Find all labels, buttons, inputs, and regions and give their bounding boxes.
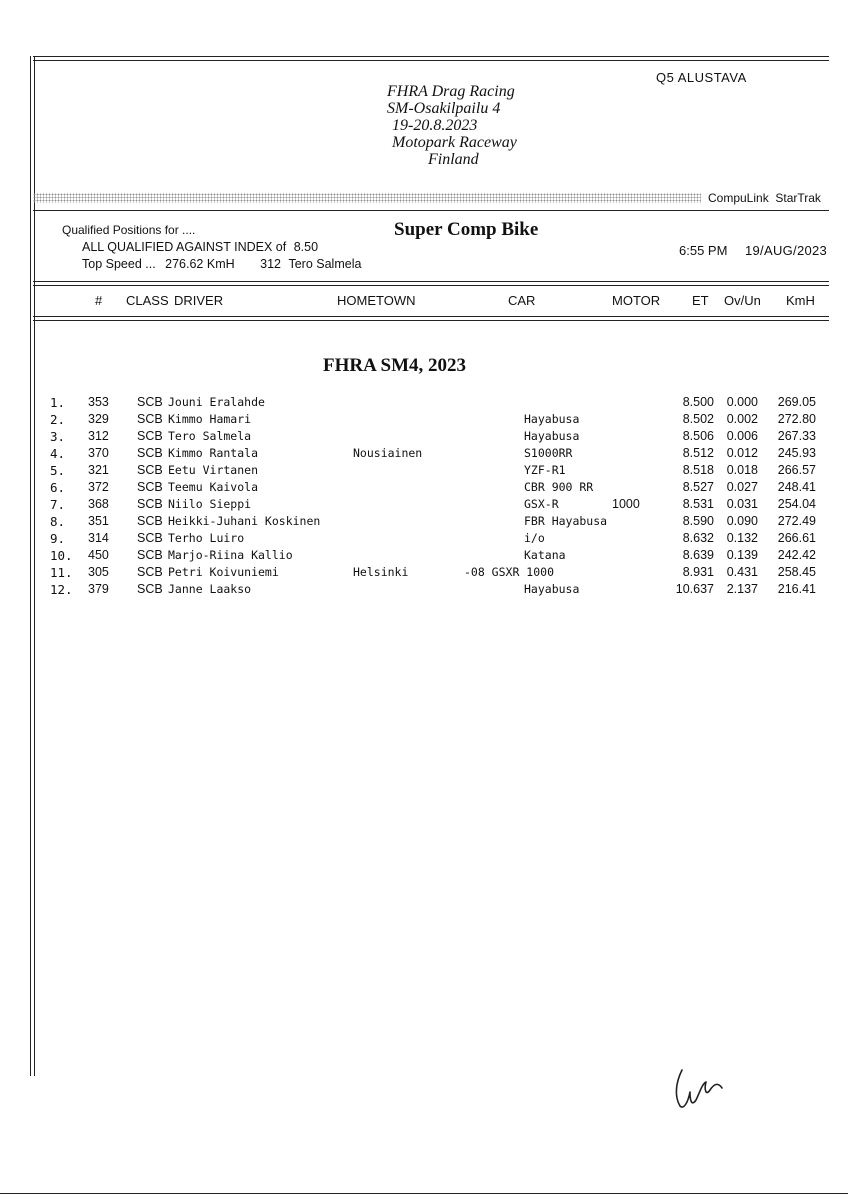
- col-header-ovun: Ov/Un: [724, 293, 761, 308]
- class-cell: SCB: [137, 565, 163, 579]
- header-rule: [33, 210, 829, 211]
- kmh-cell: 248.41: [777, 480, 816, 494]
- handwritten-signature: [672, 1062, 732, 1114]
- car-cell: Katana: [524, 548, 566, 562]
- driver-cell: Terho Luiro: [168, 531, 245, 545]
- report-date: 19/AUG/2023: [745, 243, 828, 258]
- hometown-cell: Helsinki: [353, 565, 409, 579]
- table-row: [0, 582, 848, 599]
- ovun-cell: 0.031: [726, 497, 758, 511]
- table-row: [0, 429, 848, 446]
- event-line: SM-Osakilpailu 4: [387, 100, 501, 117]
- column-header-rule-bottom: [33, 316, 829, 317]
- bottom-rule: [0, 1193, 848, 1194]
- et-cell: 8.639: [682, 548, 714, 562]
- car-cell: CBR 900 RR: [524, 480, 594, 494]
- driver-cell: Heikki-Juhani Koskinen: [168, 514, 321, 528]
- hometown-cell: Nousiainen: [353, 446, 423, 460]
- class-cell: SCB: [137, 463, 163, 477]
- col-header-motor: MOTOR: [612, 293, 661, 308]
- ovun-cell: 0.027: [726, 480, 758, 494]
- car-cell: Hayabusa: [524, 429, 580, 443]
- car-cell: -08 GSXR 1000: [463, 565, 554, 579]
- event-line: 19-20.8.2023: [392, 117, 478, 134]
- position-cell: 6.: [50, 480, 66, 495]
- kmh-cell: 269.05: [777, 395, 816, 409]
- qualified-for-label: Qualified Positions for ....: [62, 223, 196, 237]
- position-cell: 12.: [50, 582, 73, 597]
- report-time: 6:55 PM: [679, 243, 728, 258]
- position-cell: 11.: [50, 565, 73, 580]
- driver-cell: Marjo-Riina Kallio: [168, 548, 293, 562]
- number-cell: 314: [88, 531, 109, 545]
- table-row: [0, 446, 848, 463]
- table-row: [0, 565, 848, 582]
- car-cell: FBR Hayabusa: [524, 514, 608, 528]
- driver-cell: Eetu Virtanen: [168, 463, 259, 477]
- car-cell: i/o: [524, 531, 545, 545]
- kmh-cell: 242.42: [777, 548, 816, 562]
- index-line: [82, 240, 318, 254]
- et-cell: 8.500: [682, 395, 714, 409]
- event-title-block: [387, 83, 517, 168]
- et-cell: 8.590: [682, 514, 714, 528]
- top-speed-line: [82, 257, 361, 271]
- position-cell: 4.: [50, 446, 66, 461]
- car-cell: S1000RR: [524, 446, 573, 460]
- et-cell: 8.506: [682, 429, 714, 443]
- driver-cell: Petri Koivuniemi: [168, 565, 279, 579]
- driver-cell: Kimmo Rantala: [168, 446, 259, 460]
- kmh-cell: 266.61: [777, 531, 816, 545]
- kmh-cell: 245.93: [777, 446, 816, 460]
- top-speed-number: 312: [260, 257, 281, 271]
- class-cell: SCB: [137, 514, 163, 528]
- number-cell: 305: [88, 565, 109, 579]
- motor-cell: 1000: [612, 497, 640, 511]
- et-cell: 8.512: [682, 446, 714, 460]
- number-cell: 351: [88, 514, 109, 528]
- kmh-cell: 258.45: [777, 565, 816, 579]
- kmh-cell: 254.04: [777, 497, 816, 511]
- top-speed-label: Top Speed ...: [82, 257, 156, 271]
- col-header-hometown: HOMETOWN: [337, 293, 416, 308]
- kmh-cell: 216.41: [777, 582, 816, 596]
- table-row: [0, 531, 848, 548]
- position-cell: 9.: [50, 531, 66, 546]
- number-cell: 329: [88, 412, 109, 426]
- ovun-cell: 0.002: [726, 412, 758, 426]
- number-cell: 368: [88, 497, 109, 511]
- col-header-car: CAR: [508, 293, 536, 308]
- index-label: ALL QUALIFIED AGAINST INDEX of: [82, 240, 287, 254]
- class-cell: SCB: [137, 531, 163, 545]
- col-header-num: #: [95, 293, 103, 308]
- et-cell: 10.637: [675, 582, 714, 596]
- driver-cell: Kimmo Hamari: [168, 412, 252, 426]
- number-cell: 450: [88, 548, 109, 562]
- class-cell: SCB: [137, 480, 163, 494]
- number-cell: 370: [88, 446, 109, 460]
- et-cell: 8.531: [682, 497, 714, 511]
- col-header-et: ET: [692, 293, 709, 308]
- ovun-cell: 0.018: [726, 463, 758, 477]
- et-cell: 8.931: [682, 565, 714, 579]
- et-cell: 8.632: [682, 531, 714, 545]
- number-cell: 312: [88, 429, 109, 443]
- dotted-separator: [33, 193, 701, 203]
- top-speed-driver: Tero Salmela: [288, 257, 362, 271]
- table-row: [0, 480, 848, 497]
- col-header-class: CLASS: [126, 293, 169, 308]
- car-cell: Hayabusa: [524, 412, 580, 426]
- section-title: FHRA SM4, 2023: [323, 355, 467, 376]
- class-cell: SCB: [137, 429, 163, 443]
- status-label: Q5 ALUSTAVA: [656, 70, 747, 85]
- col-header-kmh: KmH: [786, 293, 815, 308]
- position-cell: 3.: [50, 429, 66, 444]
- table-row: [0, 463, 848, 480]
- column-header-rule-bottom-2: [33, 320, 829, 321]
- driver-cell: Teemu Kaivola: [168, 480, 259, 494]
- index-value: 8.50: [293, 240, 319, 254]
- ovun-cell: 0.006: [726, 429, 758, 443]
- driver-cell: Niilo Sieppi: [168, 497, 252, 511]
- class-cell: SCB: [137, 582, 163, 596]
- class-cell: SCB: [137, 395, 163, 409]
- class-title: Super Comp Bike: [394, 219, 539, 240]
- ovun-cell: 0.132: [726, 531, 758, 545]
- column-header-rule-top: [33, 281, 829, 282]
- column-header-rule-top-2: [33, 285, 829, 286]
- number-cell: 379: [88, 582, 109, 596]
- class-cell: SCB: [137, 548, 163, 562]
- et-cell: 8.527: [682, 480, 714, 494]
- ovun-cell: 0.000: [726, 395, 758, 409]
- table-row: [0, 395, 848, 412]
- table-row: [0, 412, 848, 429]
- position-cell: 10.: [50, 548, 73, 563]
- top-border-line: [33, 56, 829, 57]
- table-row: [0, 548, 848, 565]
- event-line: Finland: [428, 151, 479, 168]
- top-border-line-inner: [33, 60, 829, 61]
- number-cell: 353: [88, 395, 109, 409]
- number-cell: 321: [88, 463, 109, 477]
- driver-cell: Janne Laakso: [168, 582, 252, 596]
- event-line: FHRA Drag Racing: [387, 83, 515, 100]
- et-cell: 8.518: [682, 463, 714, 477]
- position-cell: 8.: [50, 514, 66, 529]
- car-cell: GSX-R: [524, 497, 559, 511]
- top-speed-value: 276.62 KmH: [165, 257, 235, 271]
- ovun-cell: 0.431: [726, 565, 758, 579]
- driver-cell: Jouni Eralahde: [168, 395, 265, 409]
- driver-cell: Tero Salmela: [168, 429, 252, 443]
- ovun-cell: 0.139: [726, 548, 758, 562]
- event-line: Motopark Raceway: [392, 134, 517, 151]
- position-cell: 5.: [50, 463, 66, 478]
- class-cell: SCB: [137, 446, 163, 460]
- kmh-cell: 266.57: [777, 463, 816, 477]
- ovun-cell: 0.090: [726, 514, 758, 528]
- position-cell: 7.: [50, 497, 66, 512]
- table-row: [0, 497, 848, 514]
- class-cell: SCB: [137, 497, 163, 511]
- class-cell: SCB: [137, 412, 163, 426]
- ovun-cell: 2.137: [726, 582, 758, 596]
- col-header-driver: DRIVER: [174, 293, 224, 308]
- kmh-cell: 272.49: [777, 514, 816, 528]
- car-cell: YZF-R1: [524, 463, 566, 477]
- number-cell: 372: [88, 480, 109, 494]
- brand-label: CompuLink StarTrak: [708, 191, 821, 205]
- et-cell: 8.502: [682, 412, 714, 426]
- table-row: [0, 514, 848, 531]
- position-cell: 2.: [50, 412, 66, 427]
- kmh-cell: 267.33: [777, 429, 816, 443]
- car-cell: Hayabusa: [524, 582, 580, 596]
- kmh-cell: 272.80: [777, 412, 816, 426]
- position-cell: 1.: [50, 395, 66, 410]
- ovun-cell: 0.012: [726, 446, 758, 460]
